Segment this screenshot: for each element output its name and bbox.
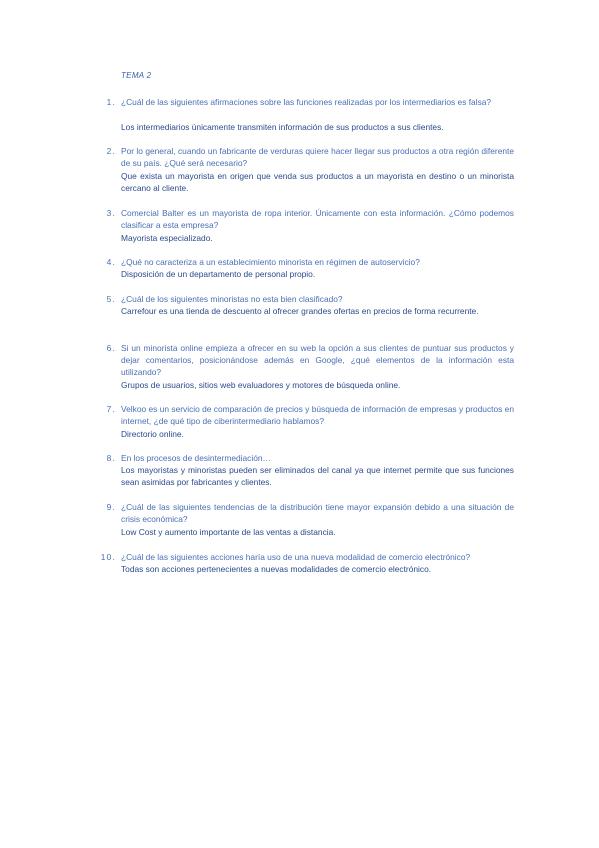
- question-text: ¿Cuál de las siguientes acciones haría uso de una nueva modalidad de comercio electrónico?: [121, 552, 471, 562]
- question-text: ¿Qué no caracteriza a un establecimiento minorista en régimen de autoservicio?: [121, 257, 420, 267]
- answer-text: Carrefour es una tienda de descuento al ofrecer grandes ofertas en precios de forma recurrente.: [121, 306, 479, 316]
- question-number: 3.: [106, 208, 116, 218]
- answer-text: Disposición de un departamento de personal propio.: [121, 269, 316, 279]
- question-number: 1.: [106, 97, 116, 107]
- question-text: Por lo general, cuando un fabricante de verduras quiere hacer llegar sus productos a otra región diferente de su país. ¿Qué será necesario?: [121, 146, 514, 168]
- question-text: Si un minorista online empieza a ofrecer en su web la opción a sus clientes de puntuar sus productos y dejar comentarios, posicionándose además en Google, ¿qué elementos de la información esta utilizando?: [121, 343, 514, 377]
- question-text: ¿Cuál de las siguientes tendencias de la distribución tiene mayor expansión debido a una situación de crisis económica?: [121, 502, 514, 524]
- question-text: ¿Cuál de las siguientes afirmaciones sobre las funciones realizadas por los intermediarios es falsa?: [121, 97, 492, 107]
- question-number: 5.: [106, 294, 116, 304]
- answer-text: Los mayoristas y minoristas pueden ser eliminados del canal ya que internet permite que sus funciones sean asimidas por fabricantes y clientes.: [121, 465, 514, 487]
- question-number: 4.: [106, 257, 116, 267]
- question-number: 9.: [106, 502, 116, 512]
- answer-text: Los intermediarios únicamente transmiten información de sus productos a sus clientes.: [121, 122, 444, 132]
- answer-text: Que exista un mayorista en origen que venda sus productos a un mayorista en destino o un minorista cercano al cliente.: [121, 171, 514, 193]
- question-number: 6.: [106, 343, 116, 353]
- question-number: 2.: [106, 146, 116, 156]
- question-text: En los procesos de desintermediación…: [121, 453, 271, 463]
- question-number: 10.: [100, 552, 116, 562]
- answer-text: Directorio online.: [121, 429, 184, 439]
- question-number: 7.: [106, 404, 116, 414]
- answer-text: Todas son acciones pertenecientes a nuevas modalidades de comercio electrónico.: [121, 564, 432, 574]
- question-text: ¿Cuál de los siguientes minoristas no esta bien clasificado?: [121, 294, 343, 304]
- answer-text: Mayorista especializado.: [121, 233, 213, 243]
- answer-text: Low Cost y aumento importante de las ventas a distancia.: [121, 527, 336, 537]
- question-number: 8.: [106, 453, 116, 463]
- answer-text: Grupos de usuarios, sitios web evaluadores y motores de búsqueda online.: [121, 380, 401, 390]
- question-text: Velkoo es un servicio de comparación de precios y búsqueda de información de empresas y productos en internet, ¿de qué tipo de ciberintermediario hablamos?: [121, 404, 514, 426]
- document-title: TEMA 2: [121, 71, 152, 80]
- question-text: Comercial Balter es un mayorista de ropa interior. Únicamente con esta información. ¿Cómo podemos clasificar a esta empresa?: [121, 208, 514, 230]
